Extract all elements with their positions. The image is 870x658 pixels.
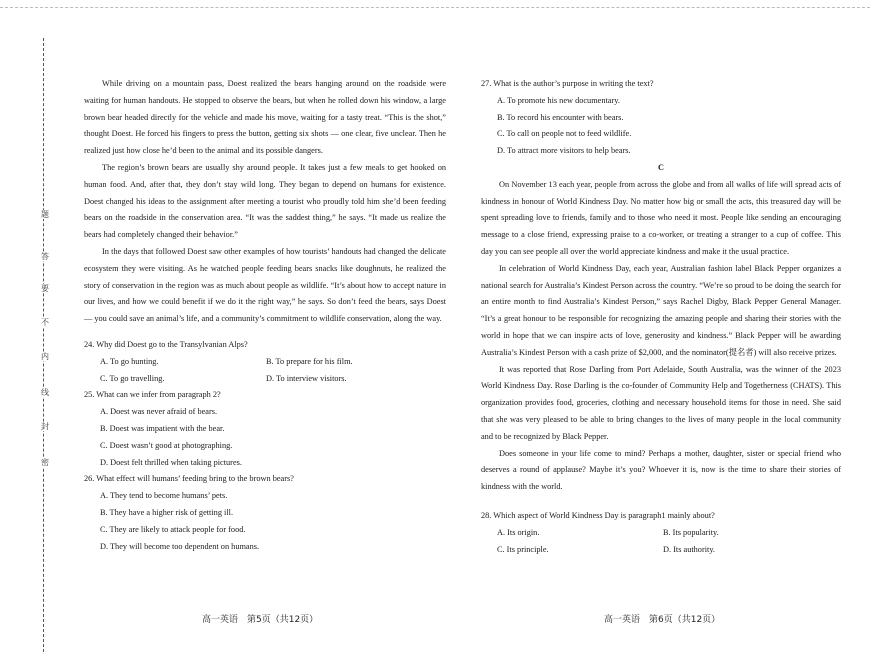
section-heading-c: C — [658, 162, 664, 172]
passage-c-paragraph-2: In celebration of World Kindness Day, each year, Australian fashion label Black Pepper organizes a national search for Australia’s Kindest Person across the country. “We’re so proud to be doing the search for an entire month to find Australia’s Kindest Person,” says Rachel Digby, Black Pepper General Manager. “It’s a great honour to be responsible for recognizing the amazing people and sharing their stories with the world in hope that we can inspire acts of love, generosity and kindness.” Black Pepper will be awarding Australia’s Kindest Person with a cash prize of $2,000, and the nominator(提名者) will also receive prizes. — [481, 263, 841, 357]
binding-char: 封 — [41, 422, 49, 431]
question-24-option-c[interactable]: C. To go travelling. — [100, 373, 165, 383]
passage-c-paragraph-1: On November 13 each year, people from across the globe and from all walks of life will spread acts of kindness in honour of World Kindness Day. No matter how big or small the acts, this treasured day will be spent spreading love to friends, family and to those who need it most. People like sending an encouraging message to a close friend, expressing praise to a co-worker, or treating a stranger to a cup of coffee. This day you can see people all over the world appreciate kindness and make it the usual practice. — [481, 179, 841, 256]
question-28-option-c[interactable]: C. Its principle. — [497, 544, 549, 554]
question-26-stem: 26. What effect will humans’ feeding bring to the brown bears? — [84, 474, 294, 484]
question-25-option-c[interactable]: C. Doest wasn’t good at photographing. — [100, 440, 233, 450]
question-27-option-d[interactable]: D. To attract more visitors to help bears. — [497, 146, 631, 156]
question-26-option-a[interactable]: A. They tend to become humans’ pets. — [100, 491, 228, 501]
question-25-stem: 25. What can we infer from paragraph 2? — [84, 390, 221, 400]
question-24-options — [84, 354, 446, 388]
passage-b-paragraph-3: While driving on a mountain pass, Doest realized the bears hanging around on the roadside were waiting for human handouts. He stopped to observe the bears, but when he rolled down his window, a large brown bear headed directly for the vehicle and made his move, waiting for a tasty treat. “This is the shot,” thought Doest. He forced his fingers to press the button, getting six shots — one clear, five unclear. Then he realized just how close he’d been to the animal and its possible dangers. — [84, 79, 446, 156]
passage-b-paragraph-5: In the days that followed Doest saw other examples of how tourists’ handouts had changed the delicate ecosystem they were visiting. As he watched people feeding bears snacks like doughnuts, he realized the story of conservation in the region was as much about people as wildlife. “It’s about how to accept nature in our lives, and how we could benefit if we do it the right way,” he says. So don’t feed the bears, says Doest — you could save an animal’s life, and a community’s commitment to wildlife conservation, along the way. — [84, 246, 446, 324]
question-28-option-a[interactable]: A. Its origin. — [497, 527, 540, 537]
question-27-option-c[interactable]: C. To call on people not to feed wildlife. — [497, 129, 632, 139]
binding-margin — [40, 38, 50, 652]
question-28-option-d[interactable]: D. Its authority. — [663, 544, 716, 554]
question-25-option-b[interactable]: B. Doest was impatient with the bear. — [100, 423, 225, 433]
passage-b-paragraph-4: The region’s brown bears are usually shy around people. It takes just a few meals to get hooked on human food. And, after that, they don’t stay wild long. They began to depend on humans for existence. Doest changed his ideas to the assignment after meeting a tourist who proudly told him she’d been feeding bears on the roadside in the conservation area. “It was the saddest thing,” he says. “It made us realize the bears had completely changed their behavior.” — [84, 162, 446, 240]
question-26-option-d[interactable]: D. They will become too dependent on humans. — [100, 541, 260, 551]
question-24-option-b[interactable]: B. To prepare for his film. — [266, 356, 353, 366]
question-26-option-b[interactable]: B. They have a higher risk of getting ill. — [100, 507, 234, 517]
passage-c-paragraph-3: It was reported that Rose Darling from Port Adelaide, South Australia, was the winner of the 2023 World Kindness Day. Rose Darling is the co-founder of Community Help and Togetherness (CHATS). This organization provides food, groceries, clothing and necessary household items for those in need. She said that she was very pleased to be able to bring changes to the lives of many people in the local community and to be recognized by Black Pepper. — [481, 364, 841, 441]
question-24-stem: 24. Why did Doest go to the Transylvanian Alps? — [84, 339, 248, 349]
question-28-stem: 28. Which aspect of World Kindness Day is paragraph1 mainly about? — [481, 510, 715, 520]
binding-char: 线 — [41, 388, 49, 397]
binding-char: 答 — [41, 252, 49, 261]
left-page-column — [84, 76, 446, 555]
binding-dashed-line — [43, 38, 44, 652]
question-28-option-b[interactable]: B. Its popularity. — [663, 527, 719, 537]
question-27-option-a[interactable]: A. To promote his new documentary. — [497, 95, 620, 105]
question-27-option-b[interactable]: B. To record his encounter with bears. — [497, 112, 624, 122]
question-27-stem: 27. What is the author’s purpose in writing the text? — [481, 79, 654, 88]
binding-char: 题 — [41, 210, 49, 219]
page-footer-left: 高一英语 第5页（共12页） — [202, 615, 319, 625]
passage-c-paragraph-4: Does someone in your life come to mind? Perhaps a mother, daughter, sister or special friend who deserves a round of applause? Maybe it’s you? Whoever it is, now is the time to share their stories of kindness with the world. — [481, 448, 841, 492]
binding-char: 密 — [41, 458, 49, 467]
top-dashed-rule — [0, 7, 870, 8]
binding-char: 不 — [41, 318, 49, 327]
question-24-option-d[interactable]: D. To interview visitors. — [266, 373, 347, 383]
page-footer-right: 高一英语 第6页（共12页） — [604, 615, 721, 625]
question-25-option-a[interactable]: A. Doest was never afraid of bears. — [100, 407, 218, 417]
binding-char: 要 — [41, 284, 49, 293]
binding-char: 内 — [41, 352, 49, 361]
question-24-option-a[interactable]: A. To go hunting. — [100, 356, 159, 366]
question-26-option-c[interactable]: C. They are likely to attack people for food. — [100, 524, 246, 534]
right-page-column — [481, 76, 841, 558]
question-28-options — [481, 525, 841, 559]
question-25-option-d[interactable]: D. Doest felt thrilled when taking pictures. — [100, 457, 242, 467]
